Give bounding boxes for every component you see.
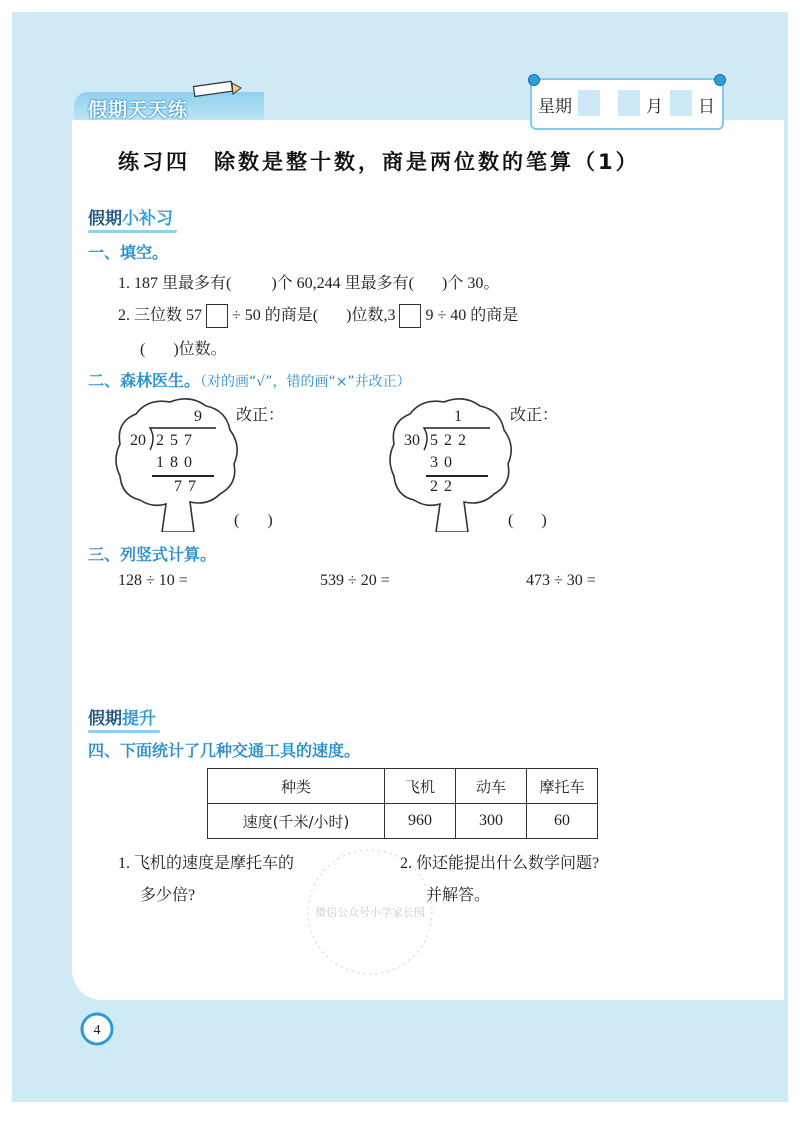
table-header-cell: 动车 <box>456 769 527 804</box>
q3-item: 473 ÷ 30 = <box>526 572 596 589</box>
digit-box[interactable] <box>399 304 421 328</box>
header-banner-text: 假期天天练 <box>88 99 189 121</box>
table-header-cell: 飞机 <box>385 769 456 804</box>
date-box <box>530 78 724 130</box>
right-step1: 3 0 <box>430 454 453 471</box>
q1-line3: ( )位数。 <box>140 341 227 358</box>
section-tag-b: 小补习 <box>122 209 173 229</box>
q4-sub1-line1: 1. 飞机的速度是摩托车的 <box>118 855 295 872</box>
q2-heading <box>88 368 411 391</box>
left-judge-paren[interactable]: ( ) <box>234 512 273 529</box>
left-divisor: 20 <box>130 432 146 449</box>
q4-sub2-line2: 并解答。 <box>426 887 491 904</box>
section-tag-b: 提升 <box>122 709 156 729</box>
q2-note: （对的画“√”，错的画“×”并改正） <box>200 374 411 390</box>
pin-icon <box>528 74 540 86</box>
q1-line2 <box>118 302 518 328</box>
table-row <box>208 804 598 839</box>
section-tag-a: 假期 <box>88 709 122 729</box>
section-tag-advance <box>88 704 156 729</box>
page-number: 4 <box>93 1023 101 1038</box>
page-number-badge <box>80 1012 114 1046</box>
month-label: 月 <box>646 97 663 117</box>
speed-table <box>207 768 598 839</box>
q4-sub1-line2: 多少倍? <box>140 887 196 904</box>
division-line <box>152 475 214 477</box>
q1-line1: 1. 187 里最多有( )个 60,244 里最多有( )个 30。 <box>118 275 500 292</box>
page-title: 练习四 除数是整十数，商是两位数的笔算（1） <box>118 150 640 174</box>
q3-heading: 三、列竖式计算。 <box>88 545 217 564</box>
pin-icon <box>714 74 726 86</box>
table-header-cell: 摩托车 <box>527 769 598 804</box>
tag-underline <box>88 730 160 733</box>
left-step1: 1 8 0 <box>156 454 193 471</box>
left-quotient: 9 <box>194 408 202 425</box>
digit-box[interactable] <box>206 304 228 328</box>
week-slot[interactable] <box>578 90 600 116</box>
right-judge-paren[interactable]: ( ) <box>508 512 547 529</box>
table-row <box>208 769 598 804</box>
table-cell: 60 <box>527 804 598 839</box>
month-slot[interactable] <box>618 90 640 116</box>
right-dividend: 5 2 2 <box>430 432 467 449</box>
table-cell: 960 <box>385 804 456 839</box>
left-dividend: 2 5 7 <box>156 432 193 449</box>
tag-underline <box>88 230 177 233</box>
left-remainder: 7 7 <box>174 478 197 495</box>
right-divisor: 30 <box>404 432 420 449</box>
pencil-icon <box>192 80 242 98</box>
right-remainder: 2 2 <box>430 478 453 495</box>
watermark-seal <box>300 842 440 982</box>
week-label: 星期 <box>538 97 572 117</box>
q1-heading: 一、填空。 <box>88 243 169 262</box>
q3-item: 539 ÷ 20 = <box>320 572 390 589</box>
watermark-text: 微信公众号小学家长园 <box>315 906 425 919</box>
table-header-cell: 种类 <box>208 769 385 804</box>
q4-sub2-line1: 2. 你还能提出什么数学问题? <box>400 855 600 872</box>
section-tag-review <box>88 204 173 229</box>
q4-heading: 四、下面统计了几种交通工具的速度。 <box>88 741 361 760</box>
right-fix-label: 改正： <box>510 405 559 424</box>
table-cell: 速度(千米/小时) <box>208 804 385 839</box>
section-tag-a: 假期 <box>88 209 122 229</box>
day-slot[interactable] <box>670 90 692 116</box>
table-cell: 300 <box>456 804 527 839</box>
q1-line2-b: ÷ 50 的商是( )位数,3 <box>232 307 396 324</box>
division-line <box>426 475 488 477</box>
right-quotient: 1 <box>454 408 462 425</box>
q1-line2-a: 2. 三位数 57 <box>118 307 203 324</box>
day-label: 日 <box>698 97 715 117</box>
q1-line2-c: 9 ÷ 40 的商是 <box>425 307 519 324</box>
q3-item: 128 ÷ 10 = <box>118 572 188 589</box>
q2-heading-text: 二、森林医生。 <box>88 371 201 390</box>
left-fix-label: 改正： <box>236 405 285 424</box>
